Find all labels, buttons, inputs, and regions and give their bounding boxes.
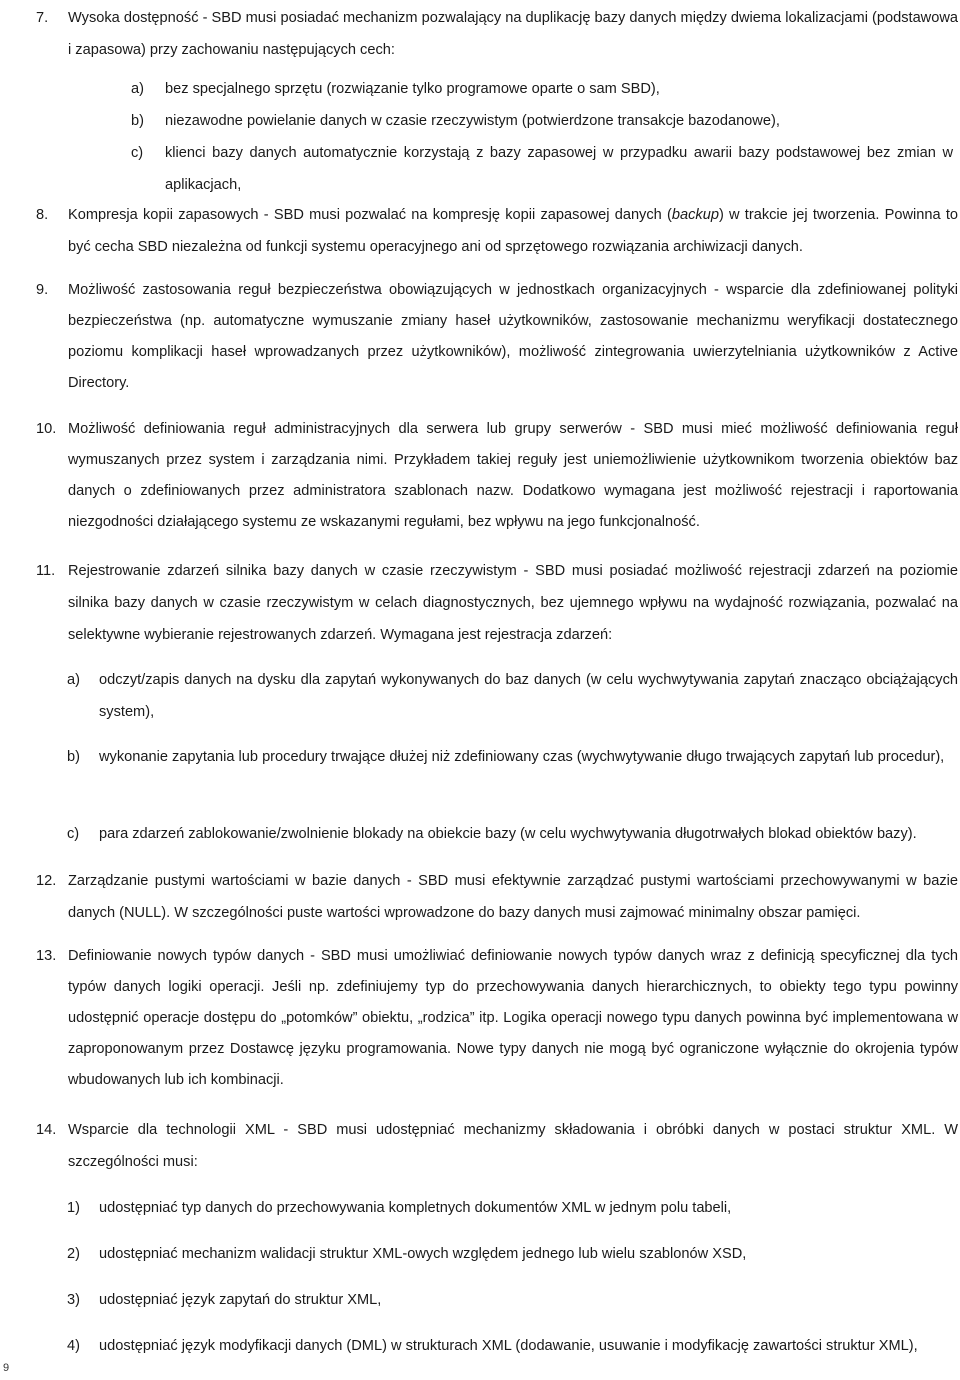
sub-label: c) xyxy=(131,145,144,161)
sub-label: 4) xyxy=(67,1338,80,1354)
item-number: 13. xyxy=(36,948,57,964)
item-number: 10. xyxy=(36,421,57,437)
item-14-sub-4 xyxy=(67,1330,958,1362)
sub-label: 1) xyxy=(67,1200,80,1216)
item-14-sub-2 xyxy=(67,1238,958,1270)
sub-text: wykonanie zapytania lub procedury trwające dłużej niż zdefiniowany czas (wychwytywanie długo trwających zapytań lub procedur), xyxy=(99,749,945,765)
item-text: Wysoka dostępność - SBD musi posiadać mechanizm pozwalający na duplikację bazy danych między dwiema lokalizacjami (podstawowa i zapasowa) przy zachowaniu następujących cech: xyxy=(68,10,958,58)
item-7-sub-a xyxy=(131,73,953,105)
item-text: Możliwość definiowania reguł administracyjnych dla serwera lub grupy serwerów - SBD musi mieć możliwość definiowania reguł wymuszanych przez system i zarządzania nimi. Przykładem takiej reguły jest uniemożliwienie użytkownikom tworzenia obiektów baz danych o zdefiniowanych przez administratora szablonach nazw. Dodatkowo wymagana jest możliwość rejestracji i raportowania niezgodności działającego systemu ze wskazanymi regułami, bez wpływu na jego funkcjonalność. xyxy=(68,421,958,530)
item-number: 8. xyxy=(36,207,49,223)
sub-label: c) xyxy=(67,826,80,842)
sub-text: bez specjalnego sprzętu (rozwiązanie tylko programowe oparte o sam SBD), xyxy=(165,81,660,97)
sub-text: para zdarzeń zablokowanie/zwolnienie blokady na obiekcie bazy (w celu wychwytywania długotrwałych blokad obiektów bazy). xyxy=(99,826,917,842)
sub-text: udostępniać mechanizm walidacji struktur XML-owych względem jednego lub wielu szablonów XSD, xyxy=(99,1246,747,1262)
sub-label: 3) xyxy=(67,1292,80,1308)
item-13 xyxy=(36,941,958,1096)
sub-label: b) xyxy=(131,113,144,129)
item-text: Możliwość zastosowania reguł bezpieczeństwa obowiązujących w jednostkach organizacyjnych - wsparcie dla zdefiniowanej polityki bezpieczeństwa (np. automatyczne wymuszanie zmiany haseł użytkowników, zastosowanie mechanizmu weryfikacji dostatecznego poziomu komplikacji haseł wprowadzanych przez użytkowników), możliwość zintegrowania uwierzytelniania użytkowników z Active Directory. xyxy=(68,282,958,391)
item-7-sub-b xyxy=(131,105,953,137)
page-number: 9 xyxy=(3,1362,10,1374)
item-11-sub-a xyxy=(67,664,958,728)
sub-text: klienci bazy danych automatycznie korzystają z bazy zapasowej w przypadku awarii bazy podstawowej bez zmian w aplikacjach, xyxy=(165,145,953,193)
item-text-emphasis: backup xyxy=(671,207,719,223)
item-10 xyxy=(36,414,958,538)
item-9 xyxy=(36,275,958,399)
item-number: 12. xyxy=(36,873,57,889)
item-number: 7. xyxy=(36,10,49,26)
sub-text: udostępniać typ danych do przechowywania kompletnych dokumentów XML w jednym polu tabeli, xyxy=(99,1200,732,1216)
item-number: 9. xyxy=(36,282,49,298)
item-text xyxy=(68,199,958,263)
item-7-sub-c xyxy=(131,137,953,201)
item-14-sub-1 xyxy=(67,1192,958,1224)
item-number: 14. xyxy=(36,1122,57,1138)
sub-text: udostępniać język modyfikacji danych (DML) w strukturach XML (dodawanie, usuwanie i modyfikację zawartości struktur XML), xyxy=(99,1338,918,1354)
sub-text: niezawodne powielanie danych w czasie rzeczywistym (potwierdzone transakcje bazodanowe), xyxy=(165,113,780,129)
sub-label: 2) xyxy=(67,1246,80,1262)
item-text-part: ) w trakcie jej tworzenia. Powinna to być cecha SBD niezależna od funkcji systemu operacyjnego ani od sprzętowego rozwiązania archiwizacji danych. xyxy=(68,207,958,255)
item-text-part: Kompresja kopii zapasowych - SBD musi pozwalać na kompresję kopii zapasowej danych ( xyxy=(68,207,672,223)
item-11-sub-b xyxy=(67,741,958,773)
item-11 xyxy=(36,555,958,651)
sub-label: b) xyxy=(67,749,80,765)
item-number: 11. xyxy=(36,563,56,579)
item-7 xyxy=(36,2,958,66)
item-12 xyxy=(36,865,958,929)
sub-text: udostępniać język zapytań do struktur XML, xyxy=(99,1292,382,1308)
item-11-sub-c xyxy=(67,818,958,850)
item-text: Zarządzanie pustymi wartościami w bazie danych - SBD musi efektywnie zarządzać pustymi wartościami przechowywanymi w bazie danych (NULL). W szczególności puste wartości wprowadzone do bazy danych musi zajmować minimalny obszar pamięci. xyxy=(68,873,958,921)
item-text: Rejestrowanie zdarzeń silnika bazy danych w czasie rzeczywistym - SBD musi posiadać możliwość rejestracji zdarzeń na poziomie silnika bazy danych w czasie rzeczywistym w celach diagnostycznych, bez ujemnego wpływu na wydajność rozwiązania, pozwalać na selektywne wybieranie rejestrowanych zdarzeń. Wymagana jest rejestracja zdarzeń: xyxy=(68,563,958,643)
item-14-sub-3 xyxy=(67,1284,958,1316)
sub-label: a) xyxy=(131,81,144,97)
sub-label: a) xyxy=(67,672,80,688)
item-text: Wsparcie dla technologii XML - SBD musi udostępniać mechanizmy składowania i obróbki danych w postaci struktur XML. W szczególności musi: xyxy=(68,1122,958,1170)
item-14 xyxy=(36,1114,958,1178)
sub-text: odczyt/zapis danych na dysku dla zapytań wykonywanych do baz danych (w celu wychwytywania zapytań znacząco obciążających system), xyxy=(99,672,958,720)
item-8 xyxy=(36,199,958,263)
item-text: Definiowanie nowych typów danych - SBD musi umożliwiać definiowanie nowych typów danych wraz z definicją specyficznej dla tych typów danych logiki operacji. Jeśli np. zdefiniujemy typ do przechowywania danych hierarchicznych, to obiekty tego typu powinny udostępnić operacje dostępu do „potomków” obiektu, „rodzica” itp. Logika operacji nowego typu danych powinna być implementowana w zaproponowanym przez Dostawcę języku programowania. Nowe typy danych nie mogą być ograniczone wyłącznie do okrojenia typów wbudowanych lub ich kombinacji. xyxy=(68,948,958,1088)
